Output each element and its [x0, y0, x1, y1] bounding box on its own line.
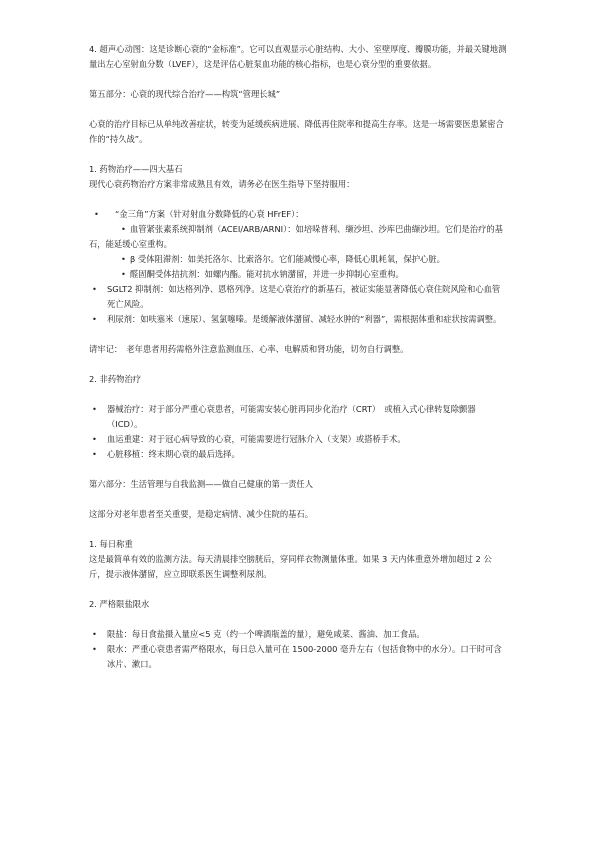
list-item-water: • 限水：严重心衰患者需严格限水，每日总入量可在 1500-2000 毫升左右（包括食物中的水分）。口干时可含冰片、漱口。: [92, 644, 502, 669]
list-item-beta-blocker: • β 受体阻滞剂：如美托洛尔、比索洛尔。它们能减慢心率，降低心肌耗氧，保护心脏。: [89, 252, 507, 267]
echo-paragraph: 4. 超声心动图：这是诊断心衰的“金标准”。它可以直观显示心脏结构、大小、室壁厚度、瓣膜功能，并最关键地测量出左心室射血分数（LVEF），这是评估心脏泵血功能的核心指标，也是心衰分型的重要依据。: [89, 44, 507, 69]
list-item-mra: • 醛固酮受体拮抗剂：如螺内酯。能对抗水钠潴留，并进一步抑制心室重构。: [89, 267, 507, 282]
bullet-icon: •: [92, 314, 97, 324]
section-five-heading: 第五部分：心衰的现代综合治疗——构筑“管理长城”: [89, 89, 281, 99]
bullet-icon: •: [121, 224, 126, 234]
list-item-salt: • 限盐：每日食盐摄入量应<5 克（约一个啤酒瓶盖的量），避免咸菜、酱油、加工食品。: [89, 627, 507, 642]
lifestyle-intro: 这部分对老年患者至关重要，是稳定病情、减少住院的基石。: [89, 509, 314, 519]
list-item-device: • 器械治疗：对于部分严重心衰患者，可能需安装心脏再同步化治疗（CRT） 或植入式心律转复除颤器（ICD）。: [92, 404, 476, 429]
remember-note: 请牢记： 老年患者用药需格外注意监测血压、心率、电解质和肾功能，切勿自行调整。: [89, 344, 409, 354]
drug-therapy-intro: 现代心衰药物治疗方案非常成熟且有效，请务必在医生指导下坚持服用：: [89, 179, 355, 189]
bullet-icon: •: [121, 269, 126, 279]
bullet-icon: •: [92, 404, 97, 414]
section-six-heading: 第六部分：生活管理与自我监测——做自己健康的第一责任人: [89, 479, 314, 489]
daily-weight-title: 1. 每日称重: [89, 539, 133, 549]
list-item-revascularization: • 血运重建：对于冠心病导致的心衰，可能需要进行冠脉介入（支架）或搭桥手术。: [89, 432, 507, 447]
list-item-diuretic: • 利尿剂：如呋塞米（速尿）、氢氯噻嗪。是缓解液体潴留、减轻水肿的“利器”，需根据体重和症状按需调整。: [89, 312, 507, 327]
salt-water-title: 2. 严格限盐限水: [89, 599, 150, 609]
list-item-arni: • 血管紧张素系统抑制剂（ACEI/ARB/ARNI）：如培哚普利、缬沙坦、沙库巴曲缬沙坦。它们是治疗的基石，能延缓心室重构。: [89, 224, 503, 249]
bullet-icon: •: [94, 209, 99, 219]
bullet-icon: •: [92, 449, 97, 459]
bullet-icon: •: [121, 254, 126, 264]
bullet-icon: •: [92, 644, 97, 654]
daily-weight-body: 这是最简单有效的监测方法。每天清晨排空膀胱后，穿同样衣物测量体重。如果 3 天内体重意外增加超过 2 公斤，提示液体潴留，应立即联系医生调整利尿剂。: [89, 554, 492, 579]
bullet-icon: •: [92, 284, 97, 294]
list-item-golden-triangle: • “金三角”方案（针对射血分数降低的心衰 HFrEF）：: [89, 207, 507, 222]
list-item-sglt2: • SGLT2 抑制剂：如达格列净、恩格列净。这是心衰治疗的新基石，被证实能显著降低心衰住院风险和心血管死亡风险。: [92, 284, 501, 309]
list-item-transplant: • 心脏移植：终末期心衰的最后选择。: [89, 447, 507, 462]
treatment-goal-paragraph: 心衰的治疗目标已从单纯改善症状，转变为延缓疾病进展、降低再住院率和提高生存率。这是一场需要医患紧密合作的“持久战”。: [89, 119, 504, 144]
non-drug-therapy-title: 2. 非药物治疗: [89, 374, 142, 384]
bullet-icon: •: [92, 629, 97, 639]
bullet-icon: •: [92, 434, 97, 444]
drug-therapy-title: 1. 药物治疗——四大基石: [89, 164, 183, 174]
